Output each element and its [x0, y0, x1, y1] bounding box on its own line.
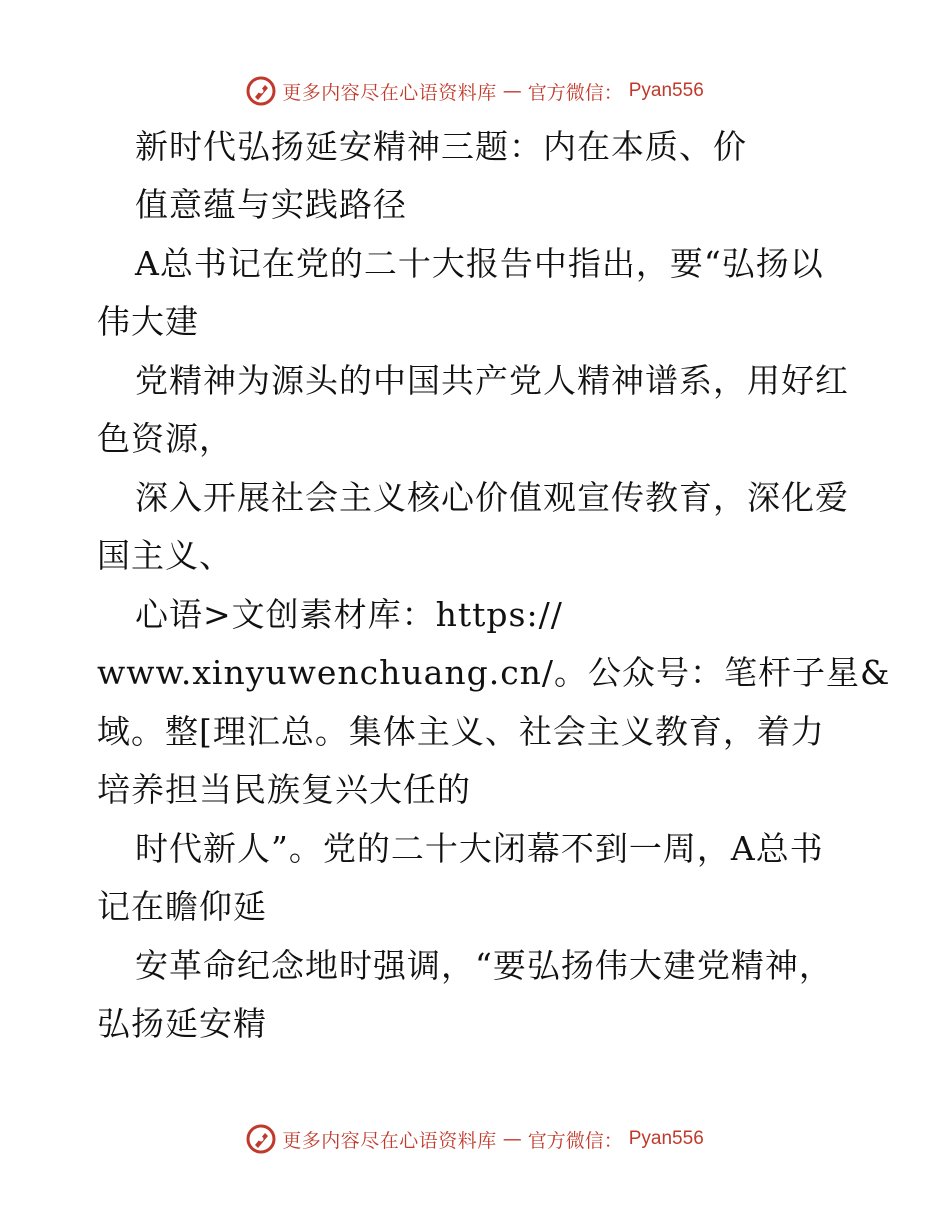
paragraph-line: 域。整[理汇总。集体主义、社会主义教育，着力: [97, 712, 825, 751]
paragraph-line: 心语>文创素材库：https://: [135, 595, 563, 634]
paragraph-line: 时代新人”。党的二十大闭幕不到一周，A总书: [135, 829, 824, 868]
banner-wechat-id: Pyan556: [628, 1128, 704, 1149]
header-banner: [0, 76, 950, 106]
paragraph-line: 国主义、: [97, 536, 233, 575]
banner-text: 更多内容尽在心语资料库: [282, 1129, 497, 1152]
title-line-1: 新时代弘扬延安精神三题：内在本质、价: [135, 127, 747, 166]
banner-wechat-label: 官方微信：: [527, 1129, 623, 1152]
banner-separator: —: [502, 1128, 522, 1150]
paragraph-line: 安革命纪念地时强调，“要弘扬伟大建党精神，: [135, 946, 833, 985]
paragraph-line: 深入开展社会主义核心价值观宣传教育，深化爱: [135, 478, 849, 517]
paragraph-line: 培养担当民族复兴大任的: [97, 770, 471, 809]
paragraph-line: A总书记在党的二十大报告中指出，要“弘扬以: [135, 244, 824, 283]
banner-wechat-id: Pyan556: [628, 80, 704, 101]
paragraph-line: 记在瞻仰延: [97, 887, 267, 926]
banner-text: 更多内容尽在心语资料库: [282, 81, 497, 104]
paragraph-line: 色资源，: [97, 419, 233, 458]
paragraph-line: 党精神为源头的中国共产党人精神谱系，用好红: [135, 361, 849, 400]
paragraph-line: 伟大建: [97, 302, 199, 341]
banner-separator: —: [502, 80, 522, 102]
banner-wechat-label: 官方微信：: [527, 81, 623, 104]
pen-logo-icon: [246, 76, 276, 106]
footer-banner: [0, 1124, 950, 1154]
paragraph-line: www.xinyuwenchuang.cn/。公众号：笔杆子星&: [97, 653, 891, 692]
title-line-2: 值意蕴与实践路径: [135, 185, 407, 224]
paragraph-line: 弘扬延安精: [97, 1004, 267, 1043]
pen-logo-icon: [246, 1124, 276, 1154]
